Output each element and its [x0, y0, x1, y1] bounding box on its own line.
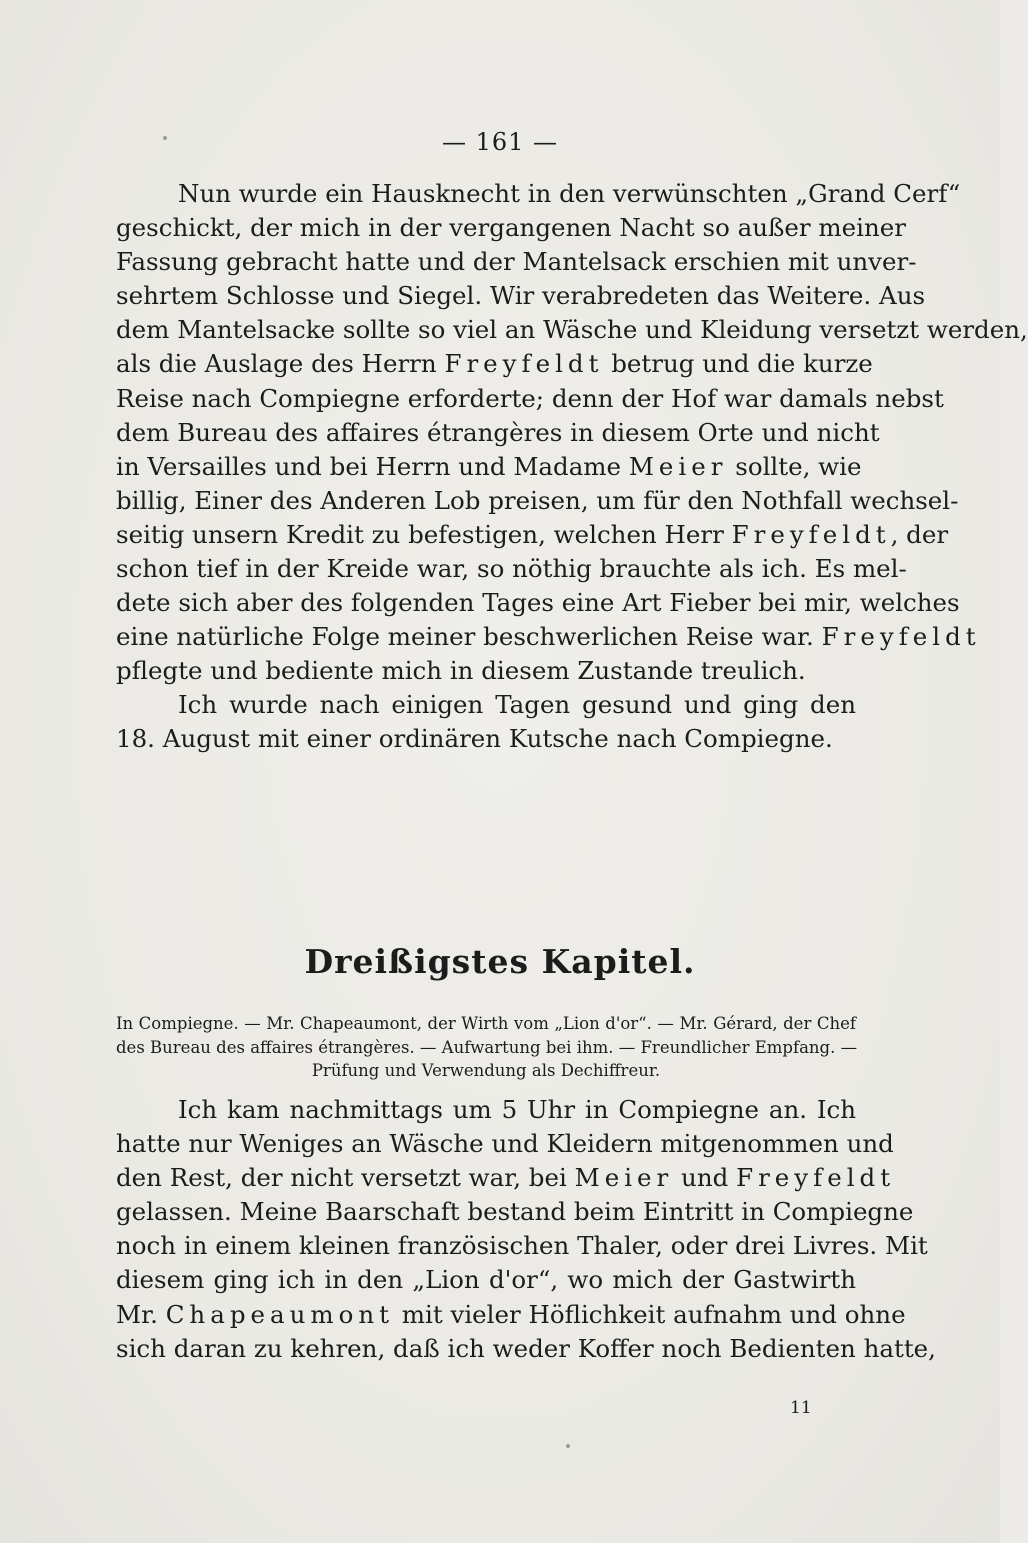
paragraph-3 [116, 1093, 936, 1366]
text-line: dete sich aber des folgenden Tages eine Art Fieber bei mir, welches [116, 588, 960, 618]
spaced-name: Freyfeldt [821, 622, 981, 652]
paragraph-2 [116, 688, 856, 756]
text-line: eine natürliche Folge meiner beschwerlichen Reise war. Freyfeldt [116, 622, 981, 652]
spaced-name: Freyfeldt [736, 1163, 896, 1193]
chapter-summary [116, 1012, 856, 1083]
text-line: hatte nur Weniges an Wäsche und Kleidern mitgenommen und [116, 1129, 894, 1159]
text-line: Ich kam nachmittags um 5 Uhr in Compiegne an. Ich [178, 1095, 856, 1124]
spaced-name: Meier [574, 1163, 674, 1193]
summary-line: In Compiegne. — Mr. Chapeaumont, der Wirth vom „Lion d'or“. — Mr. Gérard, der Chef [116, 1014, 856, 1033]
text-line: dem Bureau des affaires étrangères in diesem Orte und nicht [116, 417, 880, 447]
summary-line: Prüfung und Verwendung als Dechiffreur. [311, 1061, 661, 1080]
text-line: Nun wurde ein Hausknecht in den verwünschten „Grand Cerf“ [178, 179, 961, 208]
text-line: den Rest, der nicht versetzt war, bei Meier und Freyfeldt [116, 1163, 896, 1193]
text-line: pflegte und bediente mich in diesem Zustande treulich. [116, 656, 806, 686]
text-line: Reise nach Compiegne erforderte; denn der Hof war damals nebst [116, 383, 944, 413]
text-line: in Versailles und bei Herrn und Madame Meier sollte, wie [116, 451, 862, 481]
text-line: als die Auslage des Herrn Freyfeldt betrug und die kurze [116, 349, 873, 379]
text-line: 18. August mit einer ordinären Kutsche nach Compiegne. [116, 724, 833, 754]
text-line: sehrtem Schlosse und Siegel. Wir verabredeten das Weitere. Aus [116, 281, 926, 311]
text-line: dem Mantelsacke sollte so viel an Wäsche und Kleidung versetzt werden, [116, 315, 1028, 345]
spaced-name: Chapeaumont [165, 1299, 394, 1329]
text-line: sich daran zu kehren, daß ich weder Koffer noch Bedienten hatte, [116, 1333, 936, 1363]
text-line: Mr. Chapeaumont mit vieler Höflichkeit aufnahm und ohne [116, 1299, 906, 1329]
text-line: schon tief in der Kreide war, so nöthig brauchte als ich. Es mel- [116, 554, 907, 584]
spaced-name: Freyfeldt [444, 349, 604, 379]
paper-speck [163, 136, 167, 140]
summary-line: des Bureau des affaires étrangères. — Aufwartung bei ihm. — Freundlicher Empfang. — [116, 1037, 858, 1057]
text-line: Fassung gebracht hatte und der Mantelsack erschien mit unver- [116, 247, 917, 277]
text-line: seitig unsern Kredit zu befestigen, welchen Herr Freyfeldt, der [116, 519, 949, 549]
spaced-name: Freyfeldt [731, 519, 891, 549]
text-line: noch in einem kleinen französischen Thaler, oder drei Livres. Mit [116, 1231, 928, 1261]
text-line: gelassen. Meine Baarschaft bestand beim Eintritt in Compiegne [116, 1197, 914, 1227]
text-line: Ich wurde nach einigen Tagen gesund und ging den [178, 690, 856, 719]
page-number: — 161 — [441, 128, 559, 156]
text-line: geschickt, der mich in der vergangenen Nacht so außer meiner [116, 213, 906, 243]
text-line: billig, Einer des Anderen Lob preisen, um für den Nothfall wechsel- [116, 485, 959, 515]
paper-speck [566, 1444, 570, 1448]
printer-signature: 11 [790, 1398, 812, 1418]
paragraph-1 [116, 177, 1028, 688]
spaced-name: Meier [628, 451, 728, 481]
text-line: diesem ging ich in den „Lion d'or“, wo mich der Gastwirth [116, 1265, 856, 1295]
chapter-title: Dreißigstes Kapitel. [304, 942, 696, 981]
